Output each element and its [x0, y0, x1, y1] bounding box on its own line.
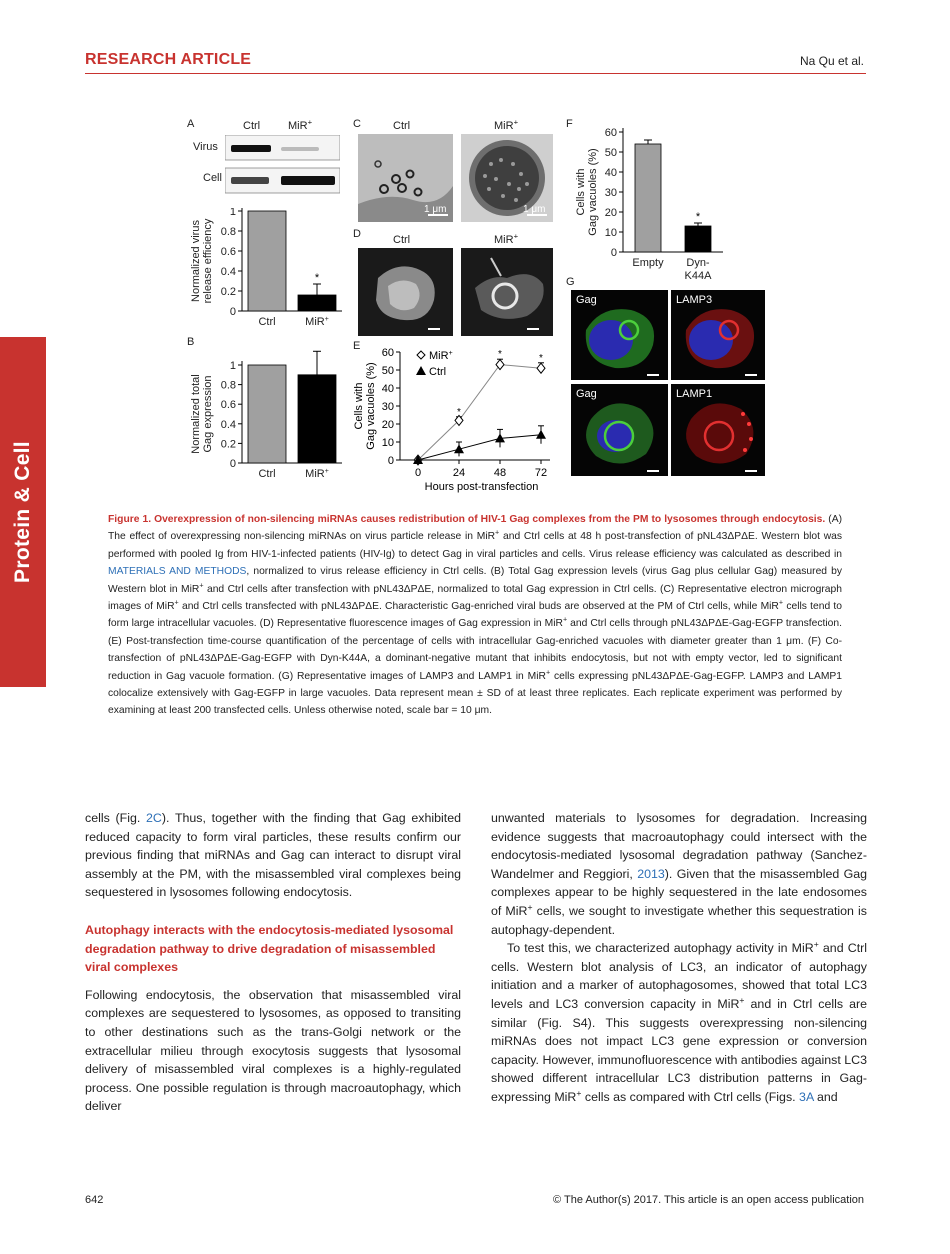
panel-e-letter: E	[353, 340, 361, 352]
x-axis-label: Hours post-transfection	[424, 481, 539, 493]
point-miR	[537, 363, 545, 373]
blot-ctrl-label: Ctrl	[243, 120, 261, 132]
y-tick-label: 10	[604, 227, 617, 239]
right-column	[491, 809, 867, 1107]
x-tick-label: 24	[452, 467, 466, 479]
significance-mark: *	[498, 349, 502, 361]
panel-d-letter: D	[353, 228, 361, 240]
y-tick-label: 1	[229, 360, 236, 372]
y-tick-label: 40	[381, 383, 394, 395]
license-note: © The Author(s) 2017. This article is an open access publication	[553, 1194, 864, 1206]
left-paragraph-1: cells (Fig. 2C). Thus, together with the finding that Gag exhibited reduced capacity to form viral particles, these results confirm our previous finding that miRNAs and Gag can interact to disrupt viral assembly at the PM, with the misassembled viral complexes being sequestered in lysosomes following endocytosis.	[85, 811, 461, 900]
caption-title: Figure 1. Overexpression of non-silencing miRNAs causes redistribution of HIV-1 Gag complexes from the PM to lysosomes through endocytosis.	[108, 514, 826, 525]
y-tick-label: 0.6	[220, 399, 236, 412]
gag-label-1: Gag	[576, 294, 597, 306]
panel-b-chart-svg	[187, 350, 347, 480]
legend-miR-marker	[417, 351, 425, 359]
y-tick-label: 40	[604, 167, 617, 179]
y-axis-label: Cells with	[353, 382, 365, 430]
fluor-gag-1	[571, 290, 668, 380]
significance-mark: *	[314, 272, 320, 284]
x-tick-label: Dyn-	[686, 257, 710, 269]
significance-mark: *	[457, 406, 461, 418]
fluor-lamp1	[671, 384, 765, 476]
bar-mir+	[298, 295, 336, 311]
panel-c-letter: C	[353, 118, 361, 130]
panel-a-letter: A	[187, 118, 195, 130]
panel-b-chart	[187, 350, 347, 480]
ref-2013-link[interactable]: 2013	[637, 866, 665, 881]
legend-ctrl-marker	[416, 366, 426, 375]
fluor-gag-2	[571, 384, 668, 476]
fig-2c-link[interactable]: 2C	[146, 811, 162, 825]
em-image-ctrl	[358, 134, 453, 222]
y-tick-label: 0.6	[220, 246, 236, 258]
panel-e-chart-svg	[350, 345, 550, 495]
significance-mark: *	[695, 211, 701, 223]
fluor-image-mir	[461, 248, 553, 336]
em-image-mir	[461, 134, 553, 222]
fluor-image-ctrl	[358, 248, 453, 336]
fluor-mir-label: MiR+	[494, 231, 519, 246]
y-tick-label: 10	[381, 437, 394, 449]
bar-ctrl	[248, 365, 286, 463]
bar-empty	[635, 144, 661, 252]
y-tick-label: 30	[381, 401, 394, 413]
blot-mir-label: MiR+	[288, 117, 313, 132]
y-axis-label: Gag vacuoles (%)	[587, 148, 599, 236]
y-tick-label: 30	[604, 187, 617, 199]
x-tick-label: MiR+	[305, 316, 329, 328]
gag-label-2: Gag	[576, 388, 597, 400]
x-tick-label: Ctrl	[258, 468, 276, 480]
bar-mir+	[298, 375, 336, 463]
legend-ctrl-label: Ctrl	[429, 366, 447, 378]
y-tick-label: 60	[381, 347, 394, 359]
point-ctrl	[536, 430, 546, 439]
section-label: RESEARCH ARTICLE	[85, 51, 252, 68]
blot-cell-label: Cell	[203, 172, 222, 184]
y-tick-label: 20	[381, 419, 394, 431]
fluor-lamp3	[671, 290, 765, 380]
lamp3-label: LAMP3	[676, 294, 713, 306]
x-tick-label: Ctrl	[258, 316, 276, 328]
journal-side-tab-label: Protein & Cell	[11, 441, 34, 583]
y-axis-label: Cells with	[575, 168, 587, 216]
y-tick-label: 60	[604, 127, 617, 139]
left-column	[85, 809, 461, 1116]
y-tick-label: 0	[387, 455, 394, 467]
panel-b-letter: B	[187, 336, 195, 348]
section-heading: Autophagy interacts with the endocytosis-mediated lysosomal degradation pathway to drive degradation of misassembled viral complexes	[85, 922, 454, 975]
panel-g-letter: G	[566, 276, 575, 288]
y-tick-label: 1	[229, 208, 236, 218]
y-tick-label: 50	[604, 147, 617, 159]
figure-caption: Figure 1. Overexpression of non-silencing miRNAs causes redistribution of HIV-1 Gag complexes from the PM to lysosomes through endocytosis. (A) The effect of overexpressing non-silencing miRNAs on virus particle release in MiR+ and Ctrl cells at 48 h post-transfection of pNL43ΔPΔE. Western blot was performed with pooled Ig from HIV-1-infected patients (HIV-Ig) to detect Gag in viral particles and cells. Virus release efficiency was calculated as described in MATERIALS AND METHODS, normalized to virus release efficiency in Ctrl cells. (B) Total Gag expression levels (virus Gag plus cellular Gag) measured by Western blot in MiR+ and Ctrl cells after transfection with pNL43ΔPΔE, normalized to total Gag expression in Ctrl cells. (C) Representative electron micrograph images of MiR+ and Ctrl cells transfected with pNL43ΔPΔE. Characteristic Gag-enriched viral buds are observed at the PM of Ctrl cells, while MiR+ cells tend to form large intracellular vacuoles. (D) Representative fluorescence images of Gag expression in MiR+ and Ctrl cells through pNL43ΔPΔE-Gag-EGFP transfection. (E) Post-transfection time-course quantification of the percentage of cells with intracellular Gag-enriched vacuoles with diameter greater than 1 μm. (F) Co-transfection of pNL43ΔPΔE-Gag-EGFP with Dyn-K44A, a dominant-negative mutant that inhibits endocytosis, but not with empty vector, led to significant reduction in Gag vacuole formation. (G) Representative images of LAMP3 and LAMP1 in MiR+ cells expressing pNL43ΔPΔE-Gag-EGFP. LAMP3 and LAMP1 colocalize extensively with Gag-EGFP in large vacuoles. Data represent mean ± SD of at least three replicates. Each replicate experiment was performed by examining at least 200 transfected cells. Unless otherwise noted, scale bar = 10 μm.	[108, 514, 843, 717]
bar-ctrl	[248, 211, 286, 311]
y-axis-label: Normalized total	[190, 374, 202, 454]
panel-f-letter: F	[566, 118, 573, 130]
y-tick-label: 0.8	[220, 379, 236, 392]
x-tick-label: Empty	[632, 257, 664, 269]
x-tick-label: 48	[493, 467, 507, 479]
x-tick-label: 0	[414, 467, 422, 479]
y-axis-label: release efficiency	[202, 218, 214, 304]
y-tick-label: 0.2	[220, 286, 236, 298]
panel-f-chart	[568, 122, 748, 282]
panel-e-chart	[350, 345, 550, 495]
x-tick-label: MiR+	[305, 468, 329, 480]
left-paragraph-2: Following endocytosis, the observation that misassembled viral complexes are sequestered to lysosomes, as opposed to transiting to other destinations such as the trans-Golgi network or the extracellular milieu through exocytosis suggests that lysosomal delivery of misassembled viral complexes is a highly-regulated process. One possible regulation is through macroautophagy, which deliver	[85, 987, 461, 1114]
em-scale-ctrl: 1 μm	[424, 204, 447, 215]
figure-1	[0, 0, 950, 500]
significance-mark: *	[539, 352, 543, 364]
page-number: 642	[85, 1194, 104, 1206]
fluor-ctrl-label: Ctrl	[393, 234, 411, 246]
bar-dyn-k44a	[685, 226, 711, 252]
caption-text: (A) The effect of overexpressing non-silencing miRNAs on virus particle release in MiR	[108, 514, 842, 543]
panel-f-chart-svg	[568, 122, 748, 282]
y-tick-label: 0.2	[220, 438, 236, 451]
em-scale-mir: 1 μm	[523, 204, 546, 215]
y-tick-label: 0	[229, 458, 236, 470]
y-axis-label: Gag expression	[202, 375, 214, 453]
right-paragraph-1: unwanted materials to lysosomes for degradation. Increasing evidence suggests that macroautophagy could intersect with the endocytosis-mediated lysosomal degradation pathway (Sanchez-Wandelmer and Reggiori, 2013). Given that the misassembled Gag complexes appear to be highly sequestered in the late endosomes of MiR+ cells, we sought to investigate whether this sequestration is autophagy-dependent.	[491, 811, 867, 937]
methods-link[interactable]: MATERIALS AND METHODS	[108, 566, 247, 578]
y-axis-label-line2: Gag vacuoles (%)	[365, 362, 377, 450]
legend-miR-label: MiR+	[429, 350, 453, 362]
y-tick-label: 0	[610, 247, 617, 259]
em-mir-label: MiR+	[494, 117, 519, 132]
right-paragraph-2: To test this, we characterized autophagy activity in MiR+ and Ctrl cells. Western blot analysis of LC3, an indicator of autophagy initiation and a marker of autophagosomes, showed that total LC3 levels and LC3 conversion capacity in MiR+ and in Ctrl cells are similar (Fig. S4). This suggests overexpressing non-silencing miRNAs does not impact LC3 gene expression or conversion capacity. However, immunofluorescence with antibodies against LC3 showed different intracellular LC3 distribution patterns in Gag-expressing MiR+ cells as compared with Ctrl cells (Figs. 3A and	[491, 939, 868, 1104]
y-tick-label: 20	[604, 207, 617, 219]
em-ctrl-label: Ctrl	[393, 120, 411, 132]
y-tick-label: 50	[381, 365, 394, 377]
y-tick-label: 0.8	[220, 226, 236, 238]
x-tick-label: 72	[534, 467, 548, 479]
lamp1-label: LAMP1	[676, 388, 713, 400]
panel-a-chart	[187, 208, 347, 333]
blot-virus-label: Virus	[193, 141, 218, 153]
x-tick-label-line2: K44A	[684, 270, 712, 282]
y-axis-label: Normalized virus	[190, 220, 202, 302]
fig-3a-link[interactable]: 3A	[799, 1089, 814, 1104]
y-tick-label: 0.4	[220, 266, 236, 278]
western-blot-image	[225, 135, 340, 195]
series-line-1	[418, 435, 541, 460]
running-authors: Na Qu et al.	[799, 54, 864, 68]
panel-a-chart-svg	[187, 208, 347, 333]
y-tick-label: 0.4	[220, 418, 236, 431]
y-tick-label: 0	[229, 306, 236, 318]
series-line-0	[418, 365, 541, 460]
